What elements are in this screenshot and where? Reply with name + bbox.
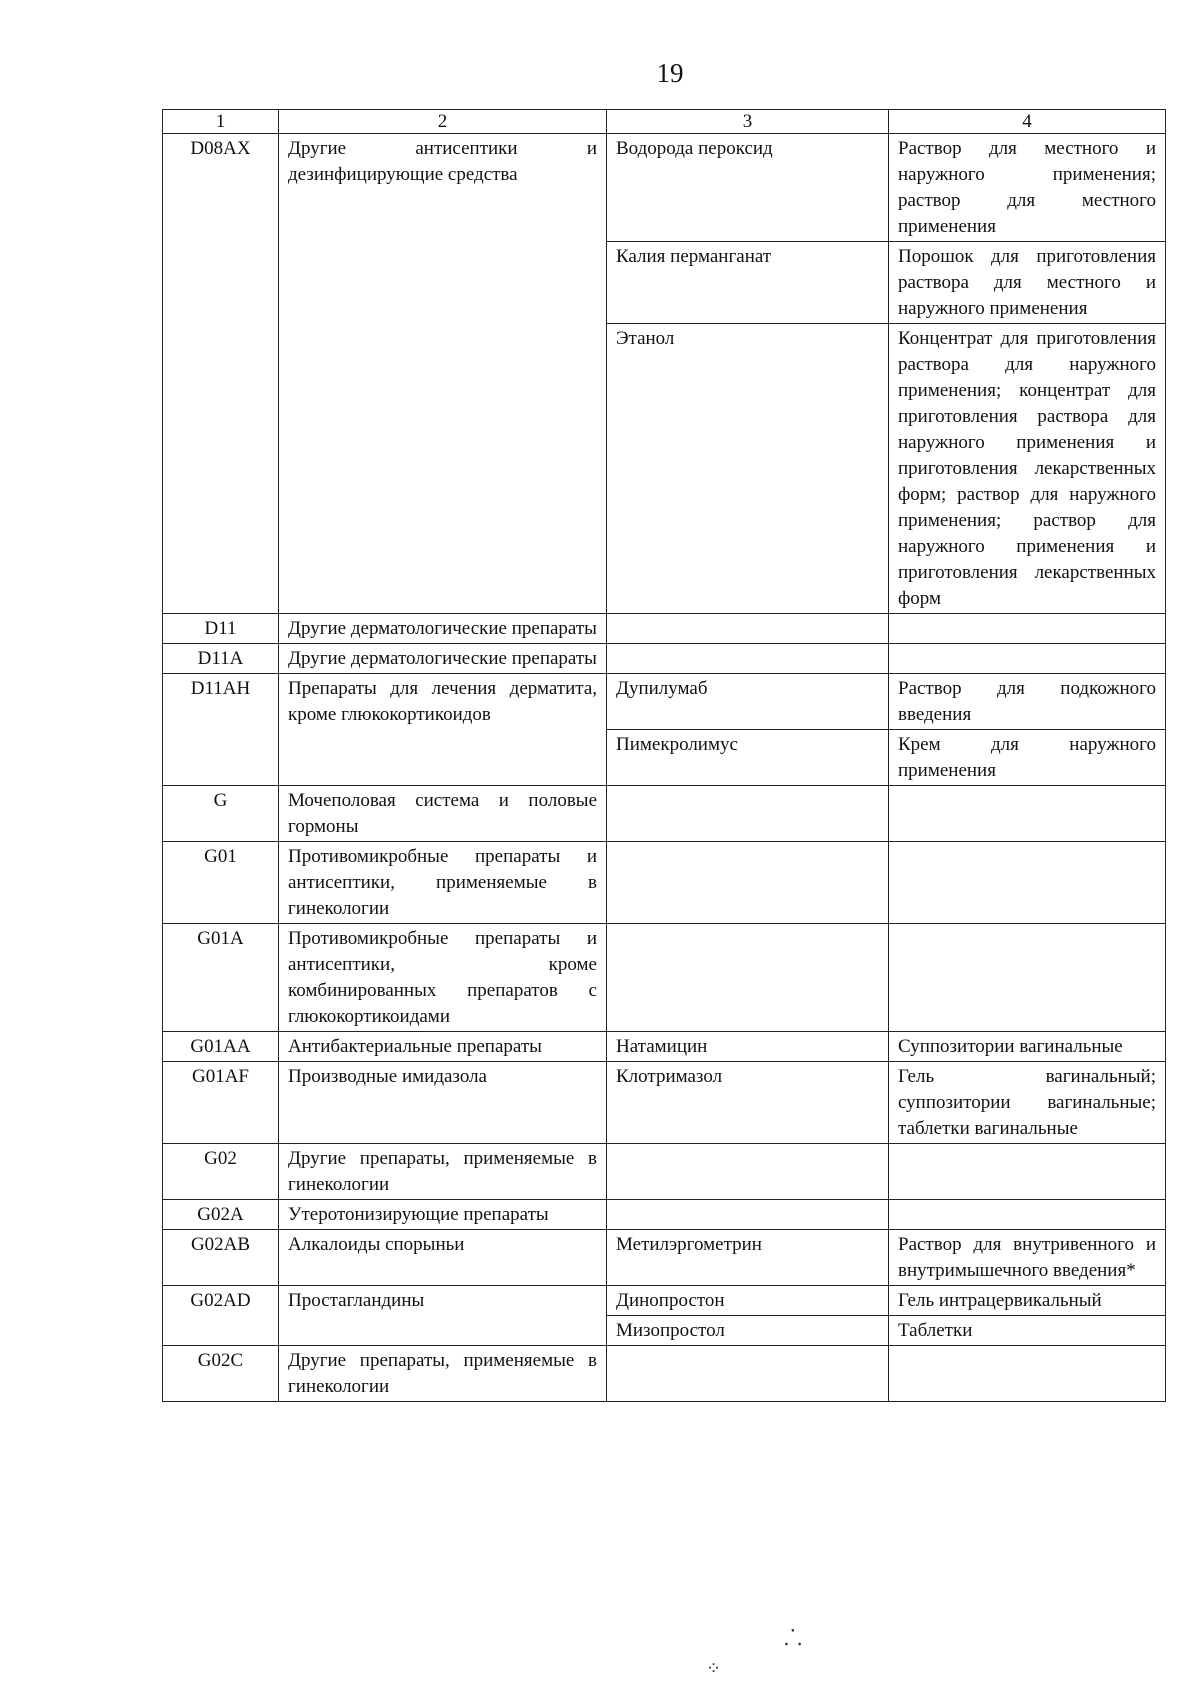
atc-code-cell: D11A — [163, 644, 279, 674]
table-row — [163, 134, 1166, 242]
drug-name-cell — [607, 786, 889, 842]
drug-name-cell: Мизопростол — [607, 1316, 889, 1346]
drug-name-cell: Пимекролимус — [607, 730, 889, 786]
dosage-form-cell — [889, 644, 1166, 674]
table-row — [163, 674, 1166, 730]
pharmacological-group-cell: Мочеполовая система и половые гормоны — [279, 786, 607, 842]
drug-table — [162, 109, 1166, 1402]
table-row — [163, 786, 1166, 842]
table-row — [163, 614, 1166, 644]
pharmacological-group-cell: Простагландины — [279, 1286, 607, 1346]
dosage-form-cell: Крем для наружного применения — [889, 730, 1166, 786]
dosage-form-cell: Гель вагинальный; суппозитории вагинальные; таблетки вагинальные — [889, 1062, 1166, 1144]
dosage-form-cell — [889, 786, 1166, 842]
atc-code-cell: G01A — [163, 924, 279, 1032]
drug-name-cell: Водорода пероксид — [607, 134, 889, 242]
drug-name-cell — [607, 842, 889, 924]
pharmacological-group-cell: Другие дерматологические препараты — [279, 644, 607, 674]
atc-code-cell: G02C — [163, 1346, 279, 1402]
atc-code-cell: D11AH — [163, 674, 279, 786]
atc-code-cell: G02 — [163, 1144, 279, 1200]
dosage-form-cell: Порошок для приготовления раствора для местного и наружного применения — [889, 242, 1166, 324]
pharmacological-group-cell: Другие дерматологические препараты — [279, 614, 607, 644]
dosage-form-cell — [889, 1144, 1166, 1200]
pharmacological-group-cell: Другие препараты, применяемые в гинекологии — [279, 1346, 607, 1402]
pharmacological-group-cell: Утеротонизирующие препараты — [279, 1200, 607, 1230]
drug-name-cell: Калия перманганат — [607, 242, 889, 324]
atc-code-cell: G — [163, 786, 279, 842]
header-cell-1: 1 — [163, 110, 279, 134]
dosage-form-cell — [889, 1346, 1166, 1402]
header-row — [163, 110, 1166, 134]
pharmacological-group-cell: Антибактериальные препараты — [279, 1032, 607, 1062]
table-row — [163, 1346, 1166, 1402]
pharmacological-group-cell: Алкалоиды спорыньи — [279, 1230, 607, 1286]
dosage-form-cell: Гель интрацервикальный — [889, 1286, 1166, 1316]
atc-code-cell: G01AF — [163, 1062, 279, 1144]
dosage-form-cell: Суппозитории вагинальные — [889, 1032, 1166, 1062]
pharmacological-group-cell: Противомикробные препараты и антисептики, применяемые в гинекологии — [279, 842, 607, 924]
atc-code-cell: G01 — [163, 842, 279, 924]
drug-name-cell: Этанол — [607, 324, 889, 614]
table-row — [163, 644, 1166, 674]
drug-name-cell: Дупилумаб — [607, 674, 889, 730]
table-row — [163, 1144, 1166, 1200]
drug-name-cell: Натамицин — [607, 1032, 889, 1062]
atc-code-cell: D08AX — [163, 134, 279, 614]
table-row — [163, 1032, 1166, 1062]
scan-speck: ⸫ — [784, 1626, 803, 1651]
pharmacological-group-cell: Другие антисептики и дезинфицирующие средства — [279, 134, 607, 614]
dosage-form-cell: Концентрат для приготовления раствора для наружного применения; концентрат для приготовления раствора для наружного применения и приготовления лекарственных форм; раствор для наружного применения; раствор для наружного применения и приготовления лекарственных форм — [889, 324, 1166, 614]
atc-code-cell: G02AB — [163, 1230, 279, 1286]
drug-name-cell — [607, 614, 889, 644]
header-cell-3: 3 — [607, 110, 889, 134]
table-row — [163, 1200, 1166, 1230]
dosage-form-cell: Таблетки — [889, 1316, 1166, 1346]
page-number: 19 — [656, 58, 684, 88]
pharmacological-group-cell: Производные имидазола — [279, 1062, 607, 1144]
dosage-form-cell — [889, 924, 1166, 1032]
dosage-form-cell — [889, 842, 1166, 924]
header-cell-4: 4 — [889, 110, 1166, 134]
scan-speck: ⁘ — [706, 1658, 722, 1679]
table-row — [163, 924, 1166, 1032]
drug-name-cell — [607, 1346, 889, 1402]
dosage-form-cell — [889, 614, 1166, 644]
drug-name-cell — [607, 1200, 889, 1230]
table-body — [163, 110, 1166, 1402]
header-cell-2: 2 — [279, 110, 607, 134]
pharmacological-group-cell: Препараты для лечения дерматита, кроме глюкокортикоидов — [279, 674, 607, 786]
drug-name-cell: Динопростон — [607, 1286, 889, 1316]
drug-name-cell: Метилэргометрин — [607, 1230, 889, 1286]
atc-code-cell: D11 — [163, 614, 279, 644]
table-row — [163, 1062, 1166, 1144]
dosage-form-cell: Раствор для подкожного введения — [889, 674, 1166, 730]
table-row — [163, 1230, 1166, 1286]
atc-code-cell: G02A — [163, 1200, 279, 1230]
atc-code-cell: G01AA — [163, 1032, 279, 1062]
dosage-form-cell: Раствор для внутривенного и внутримышечного введения* — [889, 1230, 1166, 1286]
atc-code-cell: G02AD — [163, 1286, 279, 1346]
dosage-form-cell — [889, 1200, 1166, 1230]
drug-name-cell — [607, 924, 889, 1032]
dosage-form-cell: Раствор для местного и наружного применения; раствор для местного применения — [889, 134, 1166, 242]
drug-name-cell — [607, 1144, 889, 1200]
table-row — [163, 1286, 1166, 1316]
pharmacological-group-cell: Противомикробные препараты и антисептики, кроме комбинированных препаратов с глюкокортикоидами — [279, 924, 607, 1032]
table-row — [163, 842, 1166, 924]
drug-name-cell — [607, 644, 889, 674]
pharmacological-group-cell: Другие препараты, применяемые в гинекологии — [279, 1144, 607, 1200]
drug-name-cell: Клотримазол — [607, 1062, 889, 1144]
